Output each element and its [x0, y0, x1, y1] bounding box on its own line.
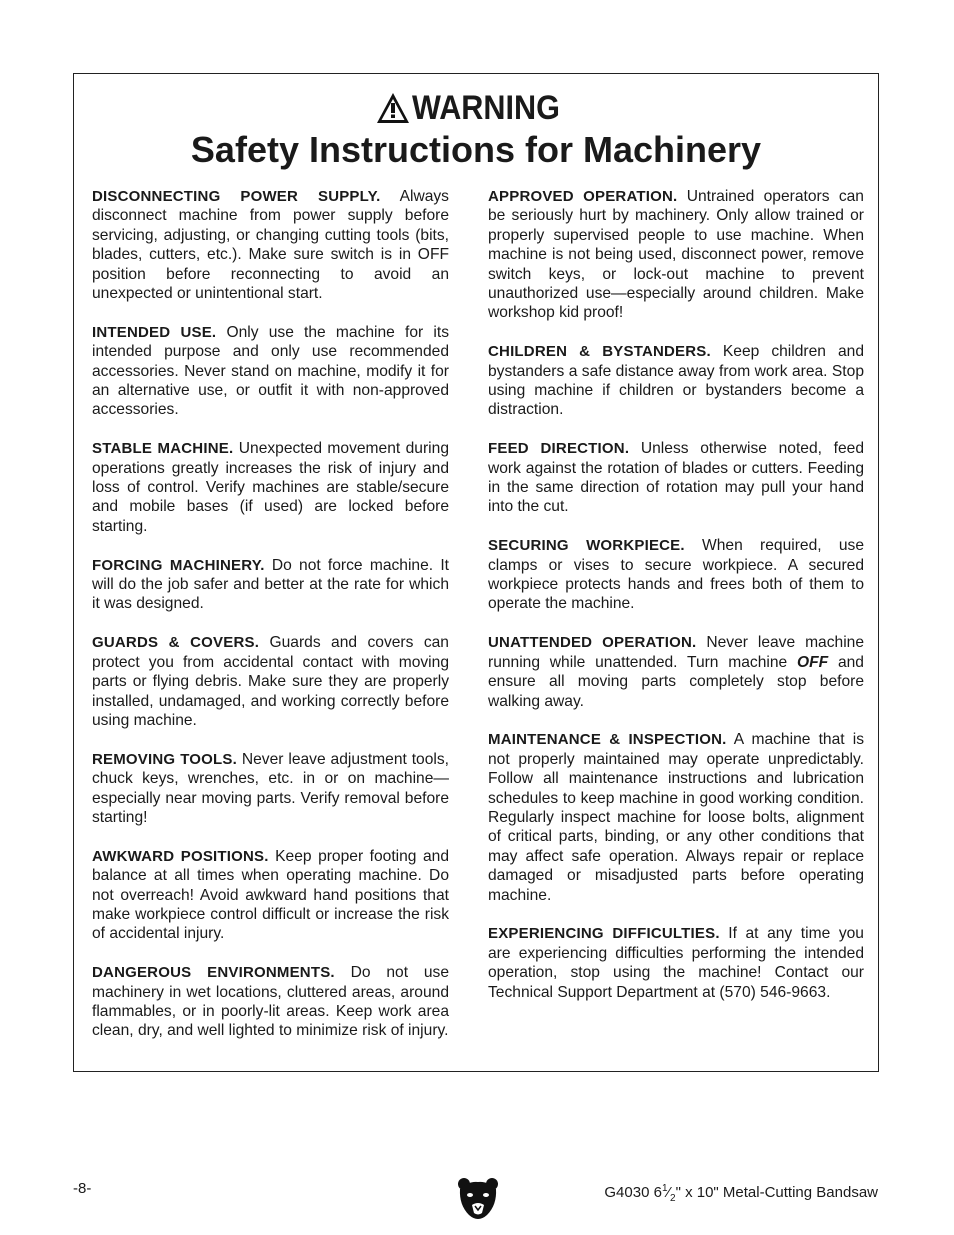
item-text: and ensure all moving parts completely stop before walking away. — [488, 653, 864, 710]
item-heading: DANGEROUS ENVIRONMENTS. — [92, 964, 335, 982]
item-text: Do not force machine. It will do the job safer and better at the rate for which it was designed. — [92, 556, 449, 613]
model-prefix: G4030 6 — [604, 1184, 662, 1201]
off-emphasis: OFF — [796, 653, 829, 671]
item-text: Keep children and bystanders a safe distance away from work area. Stop using machine if children or bystanders become a distraction. — [488, 343, 864, 419]
item-text: Untrained operators can be seriously hurt by machinery. Only allow trained or properly supervised people to use machine. When machine is not being used, disconnect power, remove switch keys, or lock-out machine to prevent unauthorized use—especially around children. Make workshop kid proof! — [488, 188, 864, 322]
safety-item — [488, 730, 864, 905]
item-heading: APPROVED OPERATION. — [488, 188, 678, 205]
item-heading: FEED DIRECTION. — [488, 440, 630, 458]
warning-box — [73, 73, 879, 1072]
safety-item — [92, 187, 449, 303]
item-heading: EXPERIENCING DIFFICULTIES. — [488, 925, 720, 943]
page-number: -8- — [73, 1180, 92, 1197]
warning-heading — [74, 90, 878, 126]
item-text: Never leave machine running while unattended. Turn machine — [488, 634, 865, 671]
safety-item — [488, 536, 864, 614]
safety-item — [488, 924, 864, 1002]
safety-item — [488, 439, 864, 517]
model-suffix: " x 10" Metal-Cutting Bandsaw — [675, 1184, 878, 1201]
item-heading: SECURING WORKPIECE. — [488, 537, 685, 555]
fraction-denominator: 2 — [670, 1193, 676, 1204]
safety-item — [488, 633, 864, 711]
item-text: When required, use clamps or vises to secure workpiece. A secured workpiece protects hands and frees both of them to operate the machine. — [488, 537, 864, 613]
item-text: Keep proper footing and balance at all times when operating machine. Do not overreach! Avoid awkward hand positions that make workpiece control difficult or increase the risk of accidental injury. — [92, 847, 449, 943]
item-heading: REMOVING TOOLS. — [92, 750, 237, 768]
item-text: If at any time you are experiencing difficulties performing the intended operation, stop using the machine! Contact our Technical Support Department at (570) 546-9663. — [488, 925, 864, 1001]
item-heading: FORCING MACHINERY. — [92, 556, 265, 574]
safety-item — [92, 439, 449, 536]
item-heading: STABLE MACHINE. — [92, 440, 234, 458]
safety-item — [92, 633, 449, 730]
item-heading: DISCONNECTING POWER SUPPLY. — [92, 188, 381, 205]
page-title: Safety Instructions for Machinery — [190, 129, 762, 170]
safety-item — [92, 963, 449, 1041]
item-text: Never leave adjustment tools, chuck keys, wrenches, etc. in or on machine—especially near moving parts. Verify removal before starting! — [92, 750, 449, 826]
left-column — [92, 187, 449, 1060]
item-heading: INTENDED USE. — [92, 323, 217, 341]
fraction-numerator: 1 — [661, 1183, 668, 1194]
item-heading: UNATTENDED OPERATION. — [488, 634, 697, 652]
item-text: Guards and covers can protect you from accidental contact with moving parts or flying debris. Make sure they are properly installed, undamaged, and working correctly before using machine. — [92, 634, 449, 729]
safety-item — [488, 342, 864, 420]
item-text: Unless otherwise noted, feed work against the rotation of blades or cutters. Feeding in the same direction of rotation may pull your hand into the cut. — [488, 440, 865, 516]
item-heading: MAINTENANCE & INSPECTION. — [488, 731, 727, 749]
item-text: A machine that is not properly maintained may operate unpredictably. Follow all maintenance instructions and lubrication schedules to keep machine in good working condition. Regularly inspect machine for loose bolts, alignment of critical parts, binding, or any other conditions that may affect safe operation. Always repair or replace damaged or misadjusted parts before operating machine. — [488, 731, 864, 904]
safety-item — [92, 323, 449, 420]
item-heading: CHILDREN & BYSTANDERS. — [488, 343, 711, 361]
right-column — [488, 187, 864, 1021]
item-text: Unexpected movement during operations greatly increases the risk of injury and loss of control. Verify machines are stable/secure and mobile bases (if used) are locked before starting. — [92, 440, 449, 535]
item-text: Always disconnect machine from power supply before servicing, adjusting, or changing cutting tools (bits, blades, cutters, etc.). Make sure switch is in OFF position before reconnecting to avoid an unexpected or unintentional start. — [92, 188, 449, 303]
warning-word: WARNING — [411, 89, 560, 127]
item-text: Only use the machine for its intended purpose and only use recommended accessories. Never stand on machine, modify it for an alternative use, or outfit it with non-approved accessories. — [92, 323, 449, 419]
warning-triangle-icon — [376, 92, 410, 124]
item-heading: AWKWARD POSITIONS. — [92, 847, 269, 865]
item-text: Do not use machinery in wet locations, cluttered areas, around flammables, or in poorly-lit areas. Keep work area clean, dry, and well lighted to minimize risk of injury. — [92, 964, 449, 1040]
safety-item — [92, 556, 449, 614]
item-heading: GUARDS & COVERS. — [92, 634, 260, 652]
safety-item — [92, 847, 449, 944]
bear-logo-icon — [455, 1175, 501, 1223]
safety-item — [488, 187, 864, 323]
safety-item — [92, 750, 449, 828]
model-title: G4030 $6^1⁄_2$" x 10" Metal-Cutting Bandsaw — [604, 1183, 878, 1204]
